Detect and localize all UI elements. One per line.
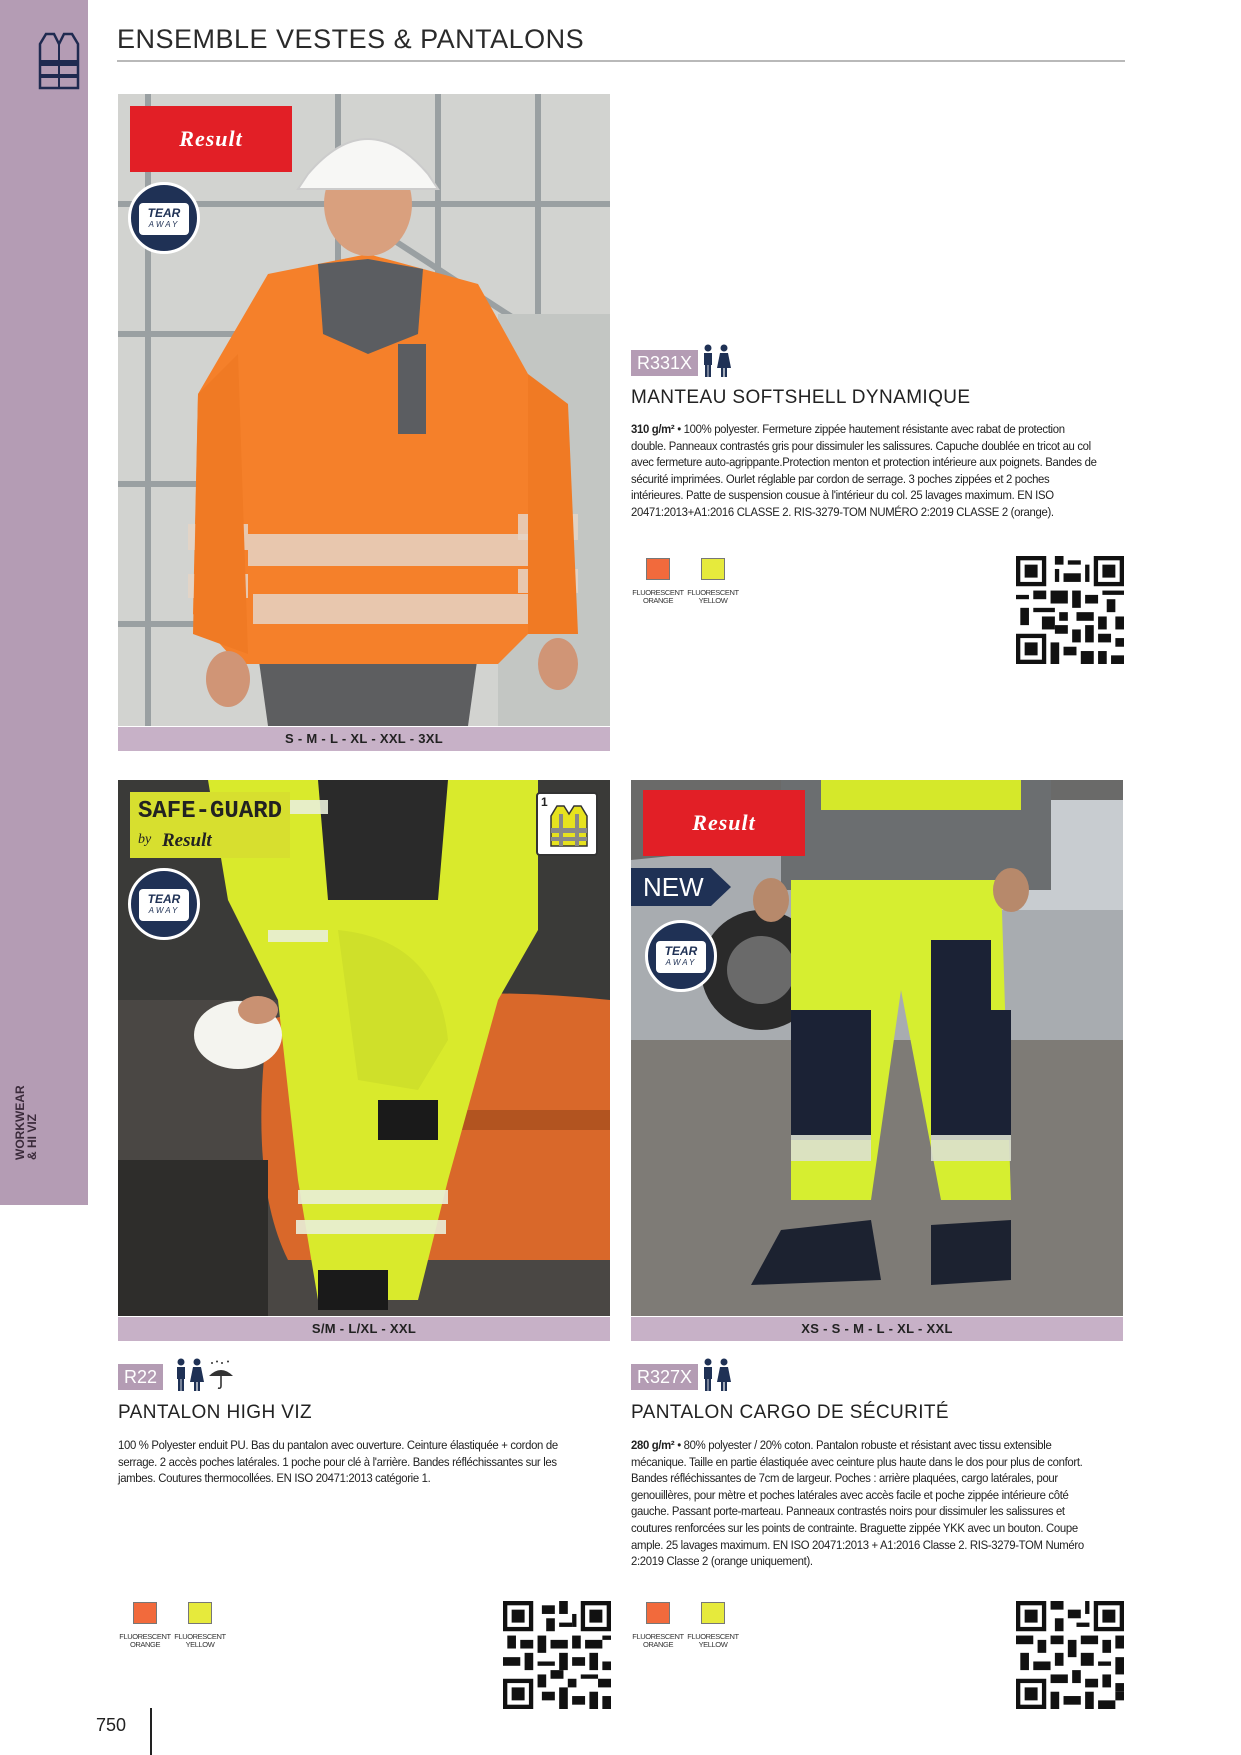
product-photo-softshell xyxy=(118,94,610,726)
vest-icon xyxy=(36,30,82,92)
color-swatch-orange[interactable] xyxy=(133,1602,157,1624)
size-bar: XS - S - M - L - XL - XXL xyxy=(631,1317,1123,1341)
page-number: 750 xyxy=(96,1715,127,1735)
tear-away-badge: TEAR AWAY xyxy=(128,182,200,254)
man-woman-icon xyxy=(700,344,732,378)
color-label: FLUORESCENT ORANGE xyxy=(119,1632,171,1649)
color-swatch-yellow[interactable] xyxy=(188,1602,212,1624)
class-1-vest-badge: 1 xyxy=(536,792,598,856)
product-code-badge: R327X xyxy=(631,1364,698,1390)
qr-code-icon[interactable] xyxy=(503,1601,611,1709)
product-title: MANTEAU SOFTSHELL DYNAMIQUE xyxy=(631,387,971,408)
qr-code-icon[interactable] xyxy=(1016,1601,1124,1709)
color-swatch-orange[interactable] xyxy=(646,1602,670,1624)
result-logo: Result xyxy=(643,790,805,856)
product-description: 280 g/m² • 80% polyester / 20% coton. Pantalon robuste et résistant avec tissu extensible mécanique. Taille en partie élastiquée avec ceinture plus haute dans le dos pour plus de confort. Bandes réfléchissantes de 7cm de largeur. Poches : arrière plaquées, cargo latérales, pour genouillères, pour mètre et poches latérales avec accès facile et poche zippée intérieure côté gauche. Passant porte-marteau. Panneaux contrastés noirs pour dissimuler les salissures et coutures renforcées sur les points de contrainte. Braguette zippée YKK avec un bouton. Coupe ample. 25 lavages maximum. EN ISO 20471:2013 + A1:2016 Classe 2. RIS-3279-TOM Numéro 2:2019 Classe 2 (orange uniquement). xyxy=(631,1438,1084,1569)
sidebar-tab xyxy=(0,0,88,1205)
color-label: FLUORESCENT ORANGE xyxy=(632,588,684,605)
page-title: ENSEMBLE VESTES & PANTALONS xyxy=(117,24,585,54)
man-woman-icon xyxy=(173,1358,205,1392)
qr-code-icon[interactable] xyxy=(1016,556,1124,664)
new-badge: NEW xyxy=(631,868,731,906)
product-photo-high-viz-trousers xyxy=(118,780,610,1316)
umbrella-icon xyxy=(208,1360,234,1390)
footer-divider xyxy=(150,1708,152,1755)
result-logo: Result xyxy=(130,106,292,172)
product-code-badge: R22 xyxy=(118,1364,163,1390)
man-woman-icon xyxy=(700,1358,732,1392)
product-title: PANTALON HIGH VIZ xyxy=(118,1402,313,1423)
section-label: WORKWEAR & HI VIZ xyxy=(13,1085,39,1160)
safe-guard-logo: SAFE-GUARD by Result xyxy=(130,792,290,858)
size-bar: S/M - L/XL - XXL xyxy=(118,1317,610,1341)
color-swatch-yellow[interactable] xyxy=(701,558,725,580)
color-label: FLUORESCENT YELLOW xyxy=(687,588,739,605)
product-description: 310 g/m² • 100% polyester. Fermeture zippée hautement résistante avec rabat de protection double. Panneaux contrastés gris pour dissimuler les salissures. Capuche doublée en tricot au col avec fermeture auto-agrippante.Protection menton et protection intérieure aux poignets. Bandes de sécurité imprimées. Ourlet réglable par cordon de serrage. 3 poches zippées et 2 poches intérieures. Patte de suspension cousue à l'intérieur du col. 25 lavages maximum. EN ISO 20471:2013+A1:2016 CLASSE 2. RIS-3279-TOM NUMÉRO 2:2019 CLASSE 2 (orange). xyxy=(631,422,1097,519)
tear-away-badge: TEAR AWAY xyxy=(645,920,717,992)
color-label: FLUORESCENT ORANGE xyxy=(632,1632,684,1649)
color-label: FLUORESCENT YELLOW xyxy=(687,1632,739,1649)
color-label: FLUORESCENT YELLOW xyxy=(174,1632,226,1649)
product-title: PANTALON CARGO DE SÉCURITÉ xyxy=(631,1402,949,1423)
product-code-badge: R331X xyxy=(631,350,698,376)
title-divider xyxy=(117,60,1125,62)
product-description: 100 % Polyester enduit PU. Bas du pantalon avec ouverture. Ceinture élastiquée + cordon de serrage. 2 accès poches latérales. 1 poche pour clé à l'arrière. Bandes réfléchissantes sur les jambes. Coutures thermocollées. EN ISO 20471:2013 catégorie 1. xyxy=(118,1438,558,1486)
color-swatch-orange[interactable] xyxy=(646,558,670,580)
product-photo-cargo-trousers xyxy=(631,780,1123,1316)
vest-icon xyxy=(549,804,589,848)
size-bar: S - M - L - XL - XXL - 3XL xyxy=(118,727,610,751)
color-swatch-yellow[interactable] xyxy=(701,1602,725,1624)
tear-away-badge: TEAR AWAY xyxy=(128,868,200,940)
